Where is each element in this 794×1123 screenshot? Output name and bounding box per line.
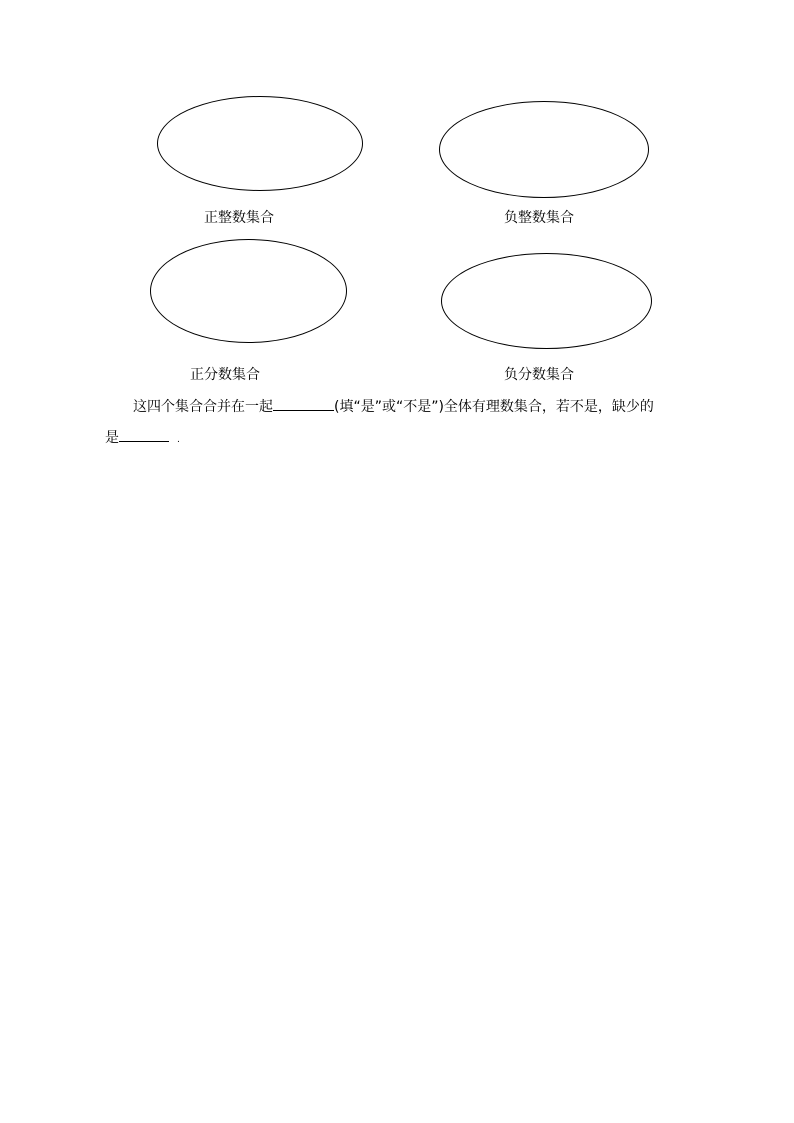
set-ellipse-negative-integers [439,101,649,198]
set-ellipse-positive-fractions [150,239,347,343]
set-ellipse-negative-fractions [441,253,652,349]
question-text-line2: 是 [105,430,119,446]
set-label-positive-integers: 正整数集合 [204,210,274,226]
question-line-2 [105,429,180,448]
set-ellipse-positive-integers [157,96,363,191]
set-label-negative-fractions: 负分数集合 [504,367,574,383]
question-text-start: 这四个集合合并在一起 [133,399,273,415]
question-end-period: . [177,435,180,445]
answer-blank-2[interactable] [119,429,169,442]
answer-blank-1[interactable] [273,398,334,411]
question-text-instruction: (填“是”或“不是”)全体有理数集合，若不是，缺少的 [334,399,654,415]
question-line-1 [133,398,654,415]
set-label-positive-fractions: 正分数集合 [190,367,260,383]
set-label-negative-integers: 负整数集合 [504,210,574,226]
